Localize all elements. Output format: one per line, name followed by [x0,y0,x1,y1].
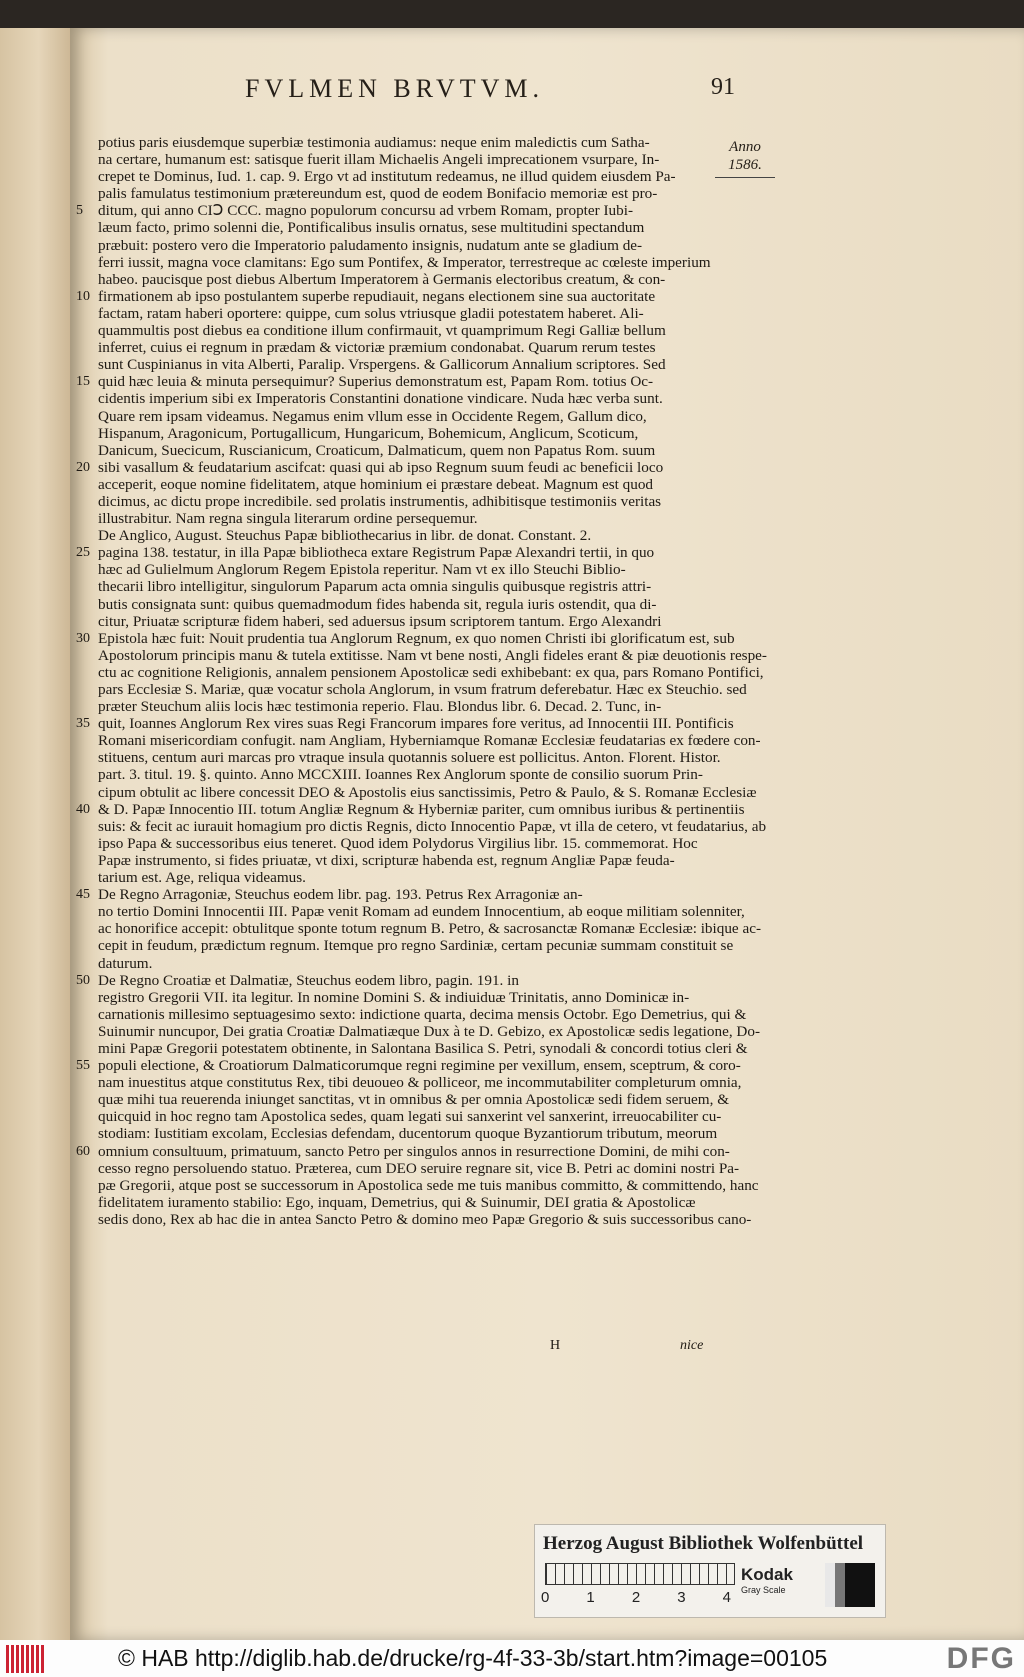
text-line [98,681,747,698]
line-text: & D. Papæ Innocentio III. totum Angliæ Regnum & Hyberniæ pariter, cum omnibus iuribus & pertinentiis [98,800,745,818]
text-line [98,476,718,493]
line-text: carnationis millesimo septuagesimo sexto: indictione quarta, decima mensis Octobr. Ego Demetrius, qui & [98,1005,747,1023]
line-text: daturum. [98,954,153,972]
text-line [98,663,764,681]
text-line [98,749,721,767]
line-text: De Regno Arragoniæ, Steuchus eodem libr. pag. 193. Petrus Rex Arragoniæ an- [98,886,583,904]
line-text: illustrabitur. Nam regna singula literarum ordine persequemur. [98,510,478,528]
line-text: præter Steuchum aliis locis hæc testimonia reperio. Flau. Blondus libr. 6. Decad. 2. Tunc, in- [98,698,662,716]
text-line [76,544,718,562]
line-text: cesso regno persoluendo statuo. Præterea, cum DEO seruire regnare sit, vice B. Petri ac domini nostri Pa- [98,1159,740,1177]
line-text: palis famulatus testimonium prætereundum est, quod de eodem Bonifacio memoriæ est pro- [98,185,658,203]
scale-number: 1 [586,1589,595,1606]
text-line [98,134,718,151]
line-text: potius paris eiusdemque superbiæ testimonia audiamus: neque enim maledictis cum Satha- [98,134,650,151]
line-text: pæ Gregorii, atque post se successorum in Apostolica sede me tuis manibus committo, & committendo, hanc [98,1176,759,1194]
text-line [98,1159,740,1177]
text-line [76,458,718,476]
text-line [76,202,718,220]
text-line [98,356,718,373]
line-text: quicquid in hoc regno tam Apostolica sedes, quam legati sui sanxerint vel sanxerint, irreuocabiliter cu- [98,1108,722,1126]
text-line [98,1194,718,1211]
text-line [98,1108,722,1126]
line-text: hæc ad Gulielmum Anglorum Regem Epistola reperitur. Nam vt ex illo Steuchi Biblio- [98,561,626,579]
line-number: 55 [76,1058,90,1074]
gray-scale-label: Gray Scale [741,1585,786,1595]
line-number: 40 [76,801,90,817]
footer-url[interactable]: © HAB http://diglib.hab.de/drucke/rg-4f-33-3b/start.htm?image=00105 [118,1645,828,1671]
text-line [98,425,718,442]
line-text: populi electione, & Croatiorum Dalmaticorumque regni regimine per vexillum, ensem, sceptrum, & coro- [98,1057,741,1075]
line-text: dicimus, ac dictu prope incredibile. sed prolatis instrumentis, adhibitisque testimoniis veritas [98,492,662,510]
text-line [76,373,718,391]
text-line [98,442,718,459]
text-line [76,287,718,305]
text-line [98,989,718,1006]
barcode-icon [6,1645,44,1673]
line-text: Danicum, Suecicum, Ruscianicum, Croaticum, Dalmaticum, quem non Papatus Rom. suum [98,441,656,459]
text-line [98,766,718,783]
scale-number: 3 [677,1589,686,1606]
line-text: pars Ecclesiæ S. Mariæ, quæ vocatur schola Anglorum, in vsum fratrum deferebatur. Hæc ex Steuchio. sed [98,681,747,698]
line-text: Romani misericordiam confugit. nam Angliam, Hyberniamque Romanæ Ecclesiæ feudatarias ex fœdere con- [98,732,761,750]
line-text: ac honorifice accepit: obtulitque sponte totum regnum B. Petro, & sacrosanctæ Romanæ Ecclesiæ: ibique ac- [98,920,762,938]
line-text: fidelitatem iuramento stabilio: Ego, inquam, Demetrius, qui & Suinumir, DEI gratia & Apostolicæ [98,1193,696,1211]
scale-number: 2 [631,1589,641,1606]
page-header [175,74,735,118]
text-line [98,835,718,852]
line-text: quæ mihi tua reuerenda iniunget sanctitas, vt in omnibus & per omnia Apostolicæ sedi fidem seruem, & [98,1091,730,1109]
line-text: Quare rem ipsam videamus. Negamus enim vllum esse in Occidente Regem, Gallum dico, [98,407,647,425]
kodak-brand: Kodak [741,1565,793,1584]
text-line [76,1057,741,1075]
page-number: 91 [711,74,735,100]
text-line [98,254,718,271]
line-number: 15 [76,374,90,390]
line-text: cepit in feudum, prædictum regnum. Itemque pro regno Sardiniæ, certam pecuniæ summam constituit se [98,937,734,955]
line-text: Papæ instrumento, si fides priuatæ, vt dixi, scripturæ habenda est, regnum Angliæ Papæ feuda- [98,851,675,869]
line-text: factam, ratam haberi oportere: quippe, cum solus vtriusque gladii potestatem haberet. Ali- [98,304,644,322]
line-text: no tertio Domini Innocentii III. Papæ venit Romam ad eundem Innocentium, ab eoque militiam solenniter, [98,903,745,921]
line-number: 50 [76,972,90,988]
line-text: quid hæc leuia & minuta persequimur? Superius demonstratum est, Papam Rom. totius Oc- [98,373,654,391]
line-text: sedis dono, Rex ab hac die in antea Sancto Petro & domino meo Papæ Gregorio & suis successoribus cano- [98,1210,752,1228]
line-text: acceperit, eoque nomine fidelitatem, atque hominium ei præstare debeat. Magnum est quod [98,475,654,493]
margin-rule [715,177,775,178]
color-calibration-card [534,1524,886,1618]
line-number: 30 [76,630,90,646]
line-text: Apostolorum principis manu & tutela extitisse. Nam vt bene nosti, Angli fideles erant & piæ deuotionis respe- [98,646,767,664]
line-number: 60 [76,1143,90,1159]
line-text: omnium consultuum, primatuum, sancto Petro per singulos annos in resurrectione Domini, de mihi con- [98,1142,730,1160]
text-line [98,322,718,339]
footer-bar [0,1640,1024,1677]
text-line [98,219,718,236]
line-text: habeo. paucisque post diebus Albertum Imperatorem à Germanis electoribus creatum, & con- [98,270,666,288]
text-line [98,955,718,972]
text-line [98,1039,748,1057]
text-line [98,1091,730,1109]
text-line [76,886,718,904]
catchword: nice [680,1338,704,1353]
text-line [98,527,718,544]
text-line [98,271,718,288]
catchword-line [550,1338,704,1354]
gray-swatch [825,1563,875,1607]
signature-mark: H [550,1338,561,1353]
text-line [98,1005,747,1023]
line-text: Hispanum, Aragonicum, Portugallicum, Hungaricum, Bohemicum, Anglicum, Scoticum, [98,424,639,442]
text-line [76,971,718,989]
text-line [98,305,718,322]
line-number: 25 [76,545,90,561]
text-line [76,715,734,733]
line-text: sunt Cuspinianus in vita Alberti, Paralip. Vrspergens. & Gallicorum Annalium scriptores. Sed [98,356,666,374]
text-line [98,596,718,613]
text-line [98,408,718,425]
text-line [98,783,757,801]
line-text: ctu ac cognitione Religionis, annalem pensionem Apostolicæ sedi exhibebant: ex qua, pars Romano Pontifici, [98,663,764,681]
line-text: quit, Ioannes Anglorum Rex vires suas Regi Francorum impares fore veritus, ad Innocentii III. Pontificis [98,715,734,733]
dfg-logo: DFG [946,1642,1016,1675]
text-line [98,920,762,938]
text-line [98,578,718,595]
line-text: suis: & fecit ac iurauit homagium pro dictis Regnis, dicto Innocentio Papæ, vt illa de cetero, vt feudatarius, ab [98,817,767,835]
line-text: De Regno Croatiæ et Dalmatiæ, Steuchus eodem libro, pagin. 191. in [98,971,519,989]
text-line [98,613,718,630]
text-line [98,646,767,664]
line-text: ditum, qui anno CIↃ CCC. magno populorum concursu ad vrbem Romam, propter Iubi- [98,202,633,220]
line-text: Epistola hæc fuit: Nouit prudentia tua Anglorum Regnum, ex quo nomen Christi ibi glorificatum est, sub [98,629,735,647]
text-line [98,237,718,254]
library-name: Herzog August Bibliothek Wolfenbüttel [543,1533,864,1554]
text-line [98,732,761,750]
line-text: quammultis post diebus ea conditione illum confirmauit, vt quamprimum Regi Galliæ bellum [98,322,666,340]
line-text: cidentis imperium sibi ex Imperatoris Constantini donatione vindicare. Nuda hæc verba sunt. [98,390,663,408]
line-text: citur, Priuatæ scripturæ fidem haberi, sed aduersus ipsum scriptorem tantum. Ergo Alexandri [98,612,662,630]
text-line [98,869,718,886]
line-text: cipum obtulit ac libere concessit DEO & Apostolis eius sanctissimis, Petro & Paulo, & S. Romanæ Ecclesiæ [98,783,757,801]
line-text: part. 3. titul. 19. §. quinto. Anno MCCXIII. Ioannes Rex Anglorum sponte de consilio suorum Prin- [98,766,703,784]
margin-year-value: 1586. [728,157,762,173]
line-text: sibi vasallum & feudatarium ascifcat: quasi qui ab ipso Regnum suum feudi ac beneficii loco [98,458,664,476]
line-number: 35 [76,716,90,732]
line-text: mini Papæ Gregorii potestatem obtinente, in Salontana Basilica S. Petri, synodali & concordi totius cleri & [98,1039,748,1057]
scale-numbers [541,1589,731,1606]
line-text: ferri iussit, magna voce clamitans: Ego sum Pontifex, & Imperator, terrestreque ac cœleste imperium [98,253,711,271]
text-line [98,185,718,202]
text-line [98,510,718,527]
line-text: læum facto, primo solenni die, Pontificalibus insulis ornatus, sese multitudini spectandum [98,219,645,237]
line-text: inferret, cuius ei regnum in prædam & victoriæ præmium condonabat. Quarum rerum testes [98,339,656,357]
scale-number: 4 [722,1589,731,1606]
text-line [98,1125,718,1142]
text-line [98,493,718,510]
scale-number: 0 [541,1589,550,1606]
line-text: nam inuestitus atque constitutus Rex, tibi deuoueo & polliceor, me incommutabiliter completurum omnia, [98,1074,742,1092]
line-text: ipso Papa & successoribus eius teneret. Quod idem Polydorus Virgilius libr. 15. commemorat. Hoc [98,834,698,852]
text-line [98,390,718,407]
line-text: Suinumir nuncupor, Dei gratia Croatiæ Dalmatiæque Dux à te D. Gebizo, ex Apostolicæ sedis legatione, Do- [98,1022,761,1040]
text-line [98,817,767,835]
text-line [98,937,734,955]
text-line [98,1022,761,1040]
text-line [98,561,718,578]
line-text: firmationem ab ipso postulantem superbe repudiauit, negans electionem sine sua auctoritate [98,287,656,305]
line-number: 5 [76,203,83,219]
facing-page-edge [0,28,70,1648]
line-text: pagina 138. testatur, in illa Papæ bibliotheca extare Registrum Papæ Alexandri tertii, in quo [98,544,655,562]
line-text: præbuit: postero vero die Imperatorio paludamento insignis, nudatum ante se gladium de- [98,236,643,254]
line-number: 10 [76,288,90,304]
text-line [98,1074,742,1092]
text-line [98,1210,752,1228]
text-line [98,903,745,921]
gray-scale-ruler [545,1563,735,1585]
line-text: stituens, centum auri marcas pro vtraque insula quotannis soluere est pollicitus. Anton. Florent. Histor. [98,749,721,767]
line-text: na certare, humanum est: satisque fuerit illam Michaelis Angeli imprecationem vsurpare, In- [98,151,660,169]
line-number: 20 [76,459,90,475]
text-line [76,629,735,647]
text-line [76,800,745,818]
line-text: registro Gregorii VII. ita legitur. In nomine Domini S. & indiuiduæ Trinitatis, anno Dominicæ in- [98,988,690,1006]
line-text: butis consignata sunt: quibus quemadmodum fides habenda sit, regula iuris ostendit, qua di- [98,595,657,613]
line-number: 45 [76,887,90,903]
line-text: crepet te Dominus, Iud. 1. cap. 9. Ergo vt ad institutum redeamus, ne illud quidem eiusdem Pa- [98,168,676,186]
text-line [98,1176,759,1194]
text-line [98,151,718,168]
text-line [98,852,718,869]
text-line [98,339,718,356]
text-line [76,1142,730,1160]
margin-anno: Anno [729,139,761,155]
line-text: tarium est. Age, reliqua videamus. [98,869,306,887]
text-line [98,168,718,185]
line-text: thecarii libro intelligitur, singulorum Paparum acta omnia singulis quibusque registris attri- [98,578,652,596]
margin-note-year [715,138,775,178]
line-text: De Anglico, August. Steuchus Papæ bibliothecarius in libr. de donat. Constant. 2. [98,527,592,545]
line-text: stodiam: Iustitiam excolam, Ecclesias defendam, ducentorum quoque Byzantiorum tributum, meorum [98,1125,718,1143]
text-line [98,698,718,715]
running-title: FVLMEN BRVTVM. [245,74,545,103]
